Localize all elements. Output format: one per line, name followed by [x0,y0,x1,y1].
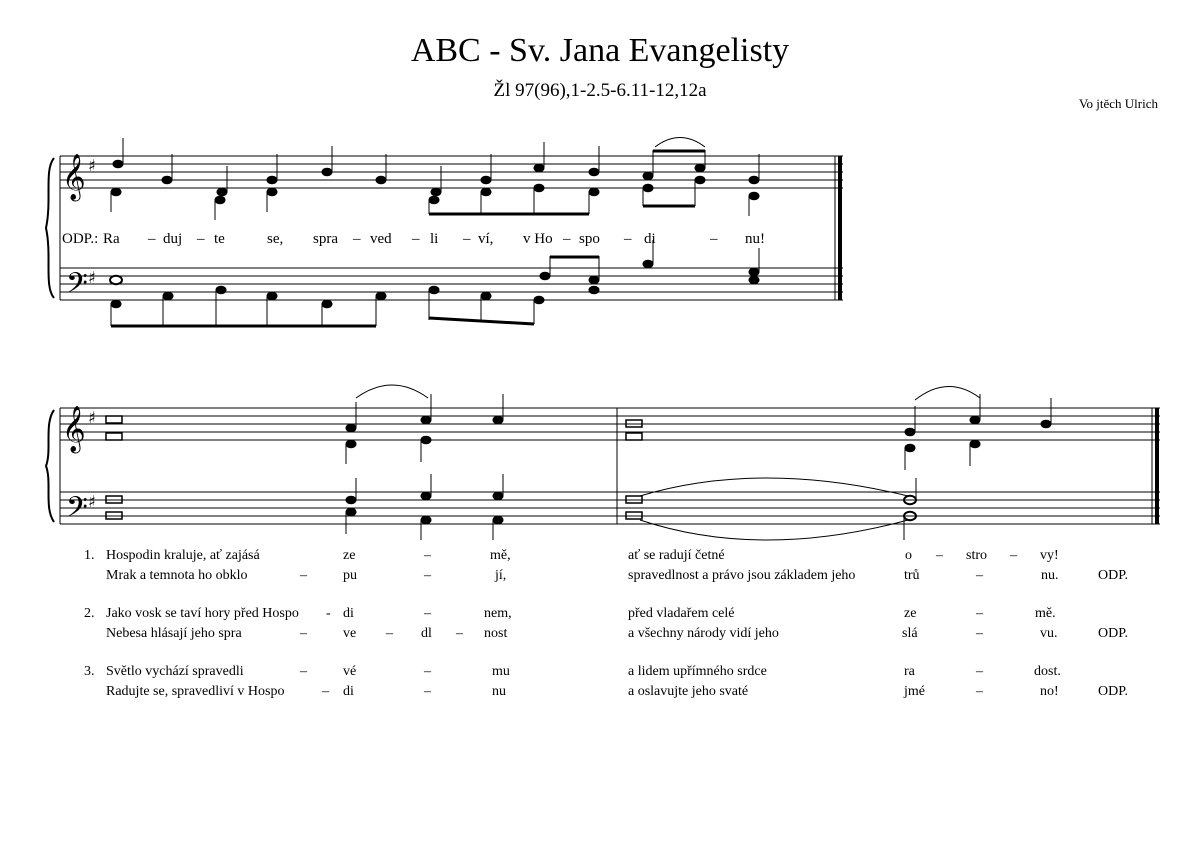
sharp-icon: ♯ [88,408,96,427]
verse-number: 3. [84,664,95,679]
bass-clef-icon: 𝄢 [66,491,88,531]
svg-text:–: – [710,231,718,247]
svg-text:spo: spo [579,231,600,247]
svg-text:–: – [624,231,632,247]
svg-text:v Ho: v Ho [523,231,553,247]
sharp-icon: ♯ [88,156,96,175]
svg-text:li: li [430,231,439,247]
verse-number: 1. [84,548,95,563]
verses: 1. Hospodin kraluje, ať zajásá ze – mě, ať se radují četné o – stro – vy! Mrak a temnota ho obklo – pu – jí, spravedlnost a právo jsou základem jeho trů – nu. ODP. 2. Jako vosk se taví hory před Hospo - di – nem, před vladařem celé ze – mě. Nebesa hlásají jeho spra – ve – dl – nost a všechny národy vidí jeho slá – vu. ODP. 3. Světlo vychází spravedli – vé – mu a lidem upřímného srdce ra – dost. Radujte se, spravedliví v Hospo – di – nu a oslavujte jeho svaté jmé – no! ODP. [84,548,1128,699]
svg-text:ved: ved [370,231,392,247]
svg-text:–: – [197,231,205,247]
svg-text:–: – [353,231,361,247]
refrain-label: ODP.: [62,231,99,247]
sharp-icon: ♯ [88,492,96,511]
svg-text:duj: duj [163,231,183,247]
svg-text:Ra: Ra [103,231,120,247]
composer-name: Vo jtěch Ulrich [1078,96,1158,111]
svg-text:nu!: nu! [745,231,765,247]
treble-clef-icon: 𝄞 [62,406,86,452]
sharp-icon: ♯ [88,268,96,287]
svg-text:te: te [214,231,225,247]
svg-text:ví,: ví, [478,231,494,247]
svg-text:–: – [412,231,420,247]
verse-number: 2. [84,606,95,621]
svg-text:–: – [563,231,571,247]
svg-text:–: – [148,231,156,247]
page-title: ABC - Sv. Jana Evangelisty [410,32,790,69]
bass-clef-icon: 𝄢 [66,267,88,307]
treble-clef-icon: 𝄞 [62,154,86,200]
svg-text:di: di [644,231,656,247]
psalm-reference: Žl 97(96),1-2.5-6.11-12,12a [493,80,707,101]
svg-text:–: – [463,231,471,247]
svg-text:se,: se, [267,231,284,247]
svg-text:spra: spra [313,231,338,247]
